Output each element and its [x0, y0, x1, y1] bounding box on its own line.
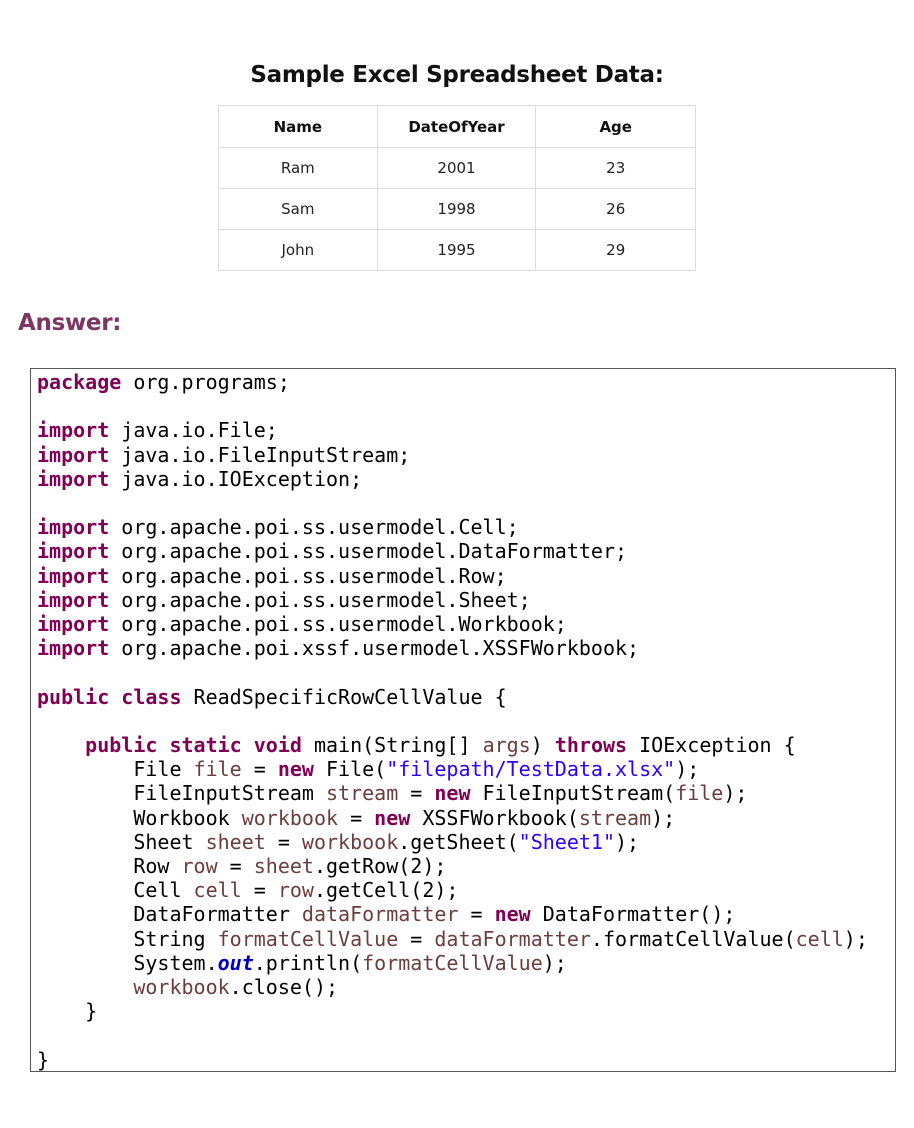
import-keyword: import	[37, 418, 110, 443]
code-text	[31, 369, 895, 1072]
code-line: FileInputStream stream = new FileInputStream(file);	[133, 781, 748, 806]
table-cell: 29	[536, 230, 696, 271]
column-header-age: Age	[536, 106, 696, 148]
code-line-close-method: }	[85, 999, 98, 1024]
import-keyword: import	[37, 612, 110, 637]
code-line: DataFormatter dataFormatter = new DataFormatter();	[133, 902, 736, 927]
table-cell: Sam	[219, 189, 378, 230]
code-line-main: public static void main(String[] args) throws IOException {	[85, 733, 796, 758]
spreadsheet-table	[218, 105, 696, 271]
import-path: org.apache.poi.ss.usermodel.DataFormatter;	[121, 539, 628, 564]
code-line-class: public class ReadSpecificRowCellValue {	[37, 684, 507, 709]
code-line-package: package org.programs;	[37, 370, 290, 394]
import-keyword: import	[37, 539, 110, 564]
code-line-close-class: }	[37, 1047, 50, 1072]
code-line: Sheet sheet = workbook.getSheet("Sheet1");	[133, 829, 640, 854]
code-line: workbook.close();	[133, 975, 339, 1000]
code-line: Workbook workbook = new XSSFWorkbook(stream);	[133, 805, 676, 830]
import-path: org.apache.poi.ss.usermodel.Cell;	[121, 515, 519, 540]
import-path: org.apache.poi.ss.usermodel.Row;	[121, 563, 507, 588]
table-cell: 1998	[377, 189, 536, 230]
table-row	[219, 148, 696, 189]
table-row	[219, 230, 696, 271]
import-keyword: import	[37, 636, 110, 661]
code-line: Cell cell = row.getCell(2);	[133, 878, 459, 903]
import-keyword: import	[37, 442, 110, 467]
import-keyword: import	[37, 563, 110, 588]
code-line: Row row = sheet.getRow(2);	[133, 854, 447, 879]
table-header-row	[219, 106, 696, 148]
page-title: Sample Excel Spreadsheet Data:	[250, 62, 664, 88]
table-cell: Ram	[219, 148, 378, 189]
answer-label: Answer:	[18, 310, 122, 336]
table-cell: 2001	[377, 148, 536, 189]
import-path: org.apache.poi.ss.usermodel.Workbook;	[121, 612, 567, 637]
column-header-dateofyear: DateOfYear	[377, 106, 536, 148]
import-keyword: import	[37, 515, 110, 540]
import-path: org.apache.poi.ss.usermodel.Sheet;	[121, 587, 531, 612]
column-header-name: Name	[219, 106, 378, 148]
table-row	[219, 189, 696, 230]
import-keyword: import	[37, 466, 110, 491]
code-line: String formatCellValue = dataFormatter.formatCellValue(cell);	[133, 926, 868, 951]
table-cell: 1995	[377, 230, 536, 271]
table-cell: 23	[536, 148, 696, 189]
code-line: System.out.println(formatCellValue);	[133, 950, 567, 975]
import-path: java.io.FileInputStream;	[121, 442, 411, 467]
import-path: org.apache.poi.xssf.usermodel.XSSFWorkbook;	[121, 636, 640, 661]
import-path: java.io.IOException;	[121, 466, 363, 491]
table-cell: John	[219, 230, 378, 271]
code-line: File file = new File("filepath/TestData.xlsx");	[133, 757, 700, 782]
import-path: java.io.File;	[121, 418, 278, 443]
import-keyword: import	[37, 587, 110, 612]
code-block	[30, 368, 896, 1072]
table-cell: 26	[536, 189, 696, 230]
